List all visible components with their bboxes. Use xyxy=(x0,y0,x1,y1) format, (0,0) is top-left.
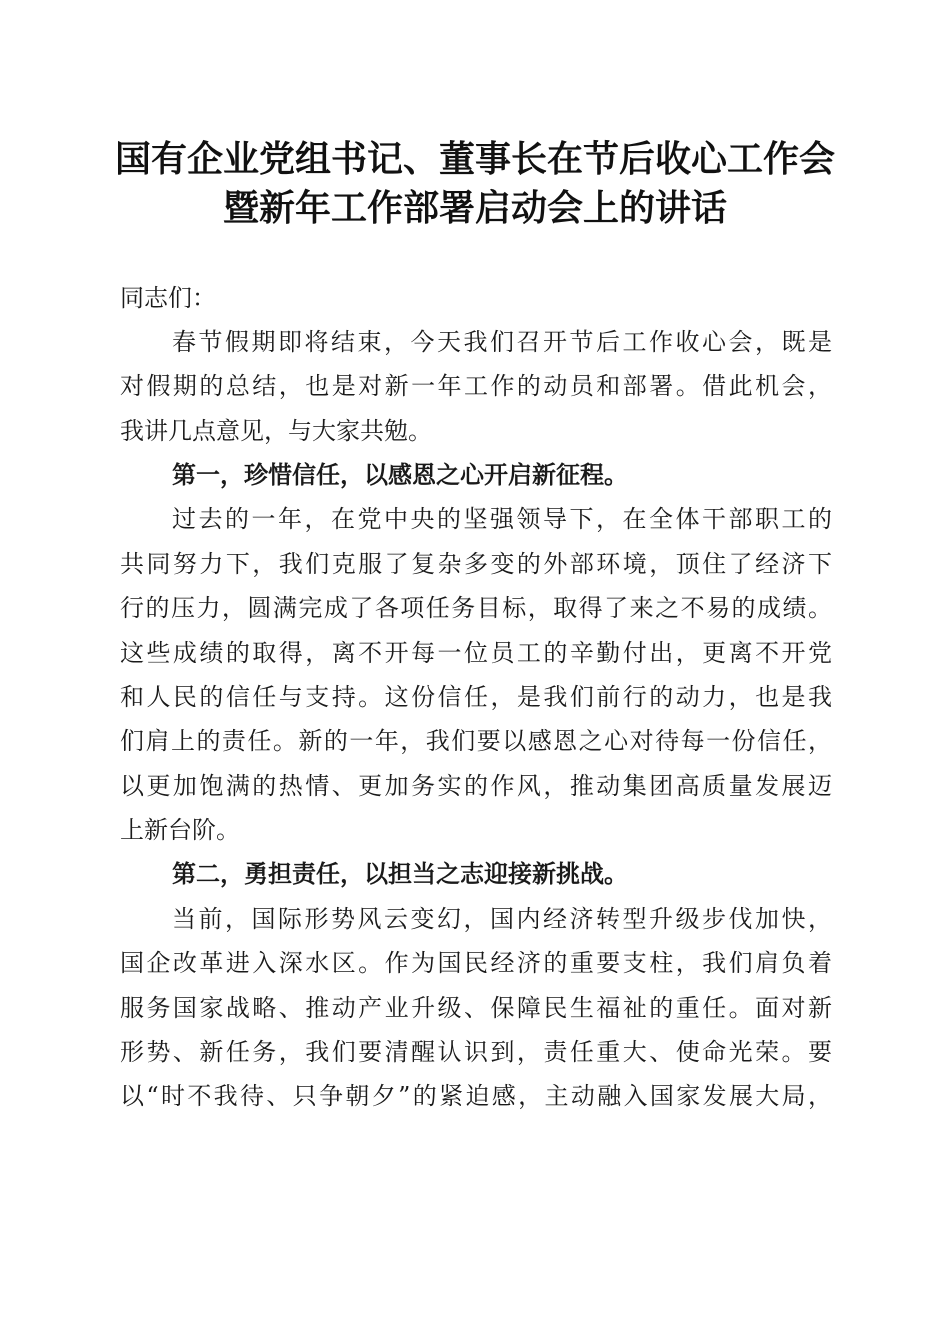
paragraph-line: 上新台阶。 xyxy=(120,816,240,844)
paragraph-line: 我讲几点意见，与大家共勉。 xyxy=(120,417,432,445)
paragraph-line: 这些成绩的取得，离不开每一位员工的辛勤付出，更离不开党 xyxy=(120,639,832,667)
document-title-line-1: 国有企业党组书记、董事长在节后收心工作会 xyxy=(114,138,835,180)
section-heading-1: 第一，珍惜信任，以感恩之心开启新征程。 xyxy=(172,460,628,489)
paragraph-line: 服务国家战略、推动产业升级、保障民生福祉的重任。面对新 xyxy=(120,994,832,1022)
paragraph-line: 们肩上的责任。新的一年，我们要以感恩之心对待每一份信任， xyxy=(120,727,832,755)
paragraph-line: 春节假期即将结束，今天我们召开节后工作收心会，既是 xyxy=(172,328,832,356)
paragraph-line: 对假期的总结，也是对新一年工作的动员和部署。借此机会， xyxy=(120,372,832,400)
paragraph-line: 共同努力下，我们克服了复杂多变的外部环境，顶住了经济下 xyxy=(120,550,832,578)
paragraph-line: 过去的一年，在党中央的坚强领导下，在全体干部职工的 xyxy=(172,505,832,533)
paragraph-line: 国企改革进入深水区。作为国民经济的重要支柱，我们肩负着 xyxy=(120,949,832,977)
section-heading-2: 第二，勇担责任，以担当之志迎接新挑战。 xyxy=(172,859,628,888)
paragraph-line: 当前，国际形势风云变幻，国内经济转型升级步伐加快， xyxy=(172,905,832,933)
document-title-line-2: 暨新年工作部署启动会上的讲话 xyxy=(222,187,727,229)
paragraph-line: 形势、新任务，我们要清醒认识到，责任重大、使命光荣。要 xyxy=(120,1038,832,1066)
paragraph-line: 以更加饱满的热情、更加务实的作风，推动集团高质量发展迈 xyxy=(120,772,832,800)
paragraph-line: 以“时不我待、只争朝夕”的紧迫感，主动融入国家发展大局， xyxy=(120,1082,832,1110)
salutation: 同志们： xyxy=(120,284,216,312)
paragraph-line: 和人民的信任与支持。这份信任，是我们前行的动力，也是我 xyxy=(120,683,832,711)
paragraph-line: 行的压力，圆满完成了各项任务目标，取得了来之不易的成绩。 xyxy=(120,594,832,622)
